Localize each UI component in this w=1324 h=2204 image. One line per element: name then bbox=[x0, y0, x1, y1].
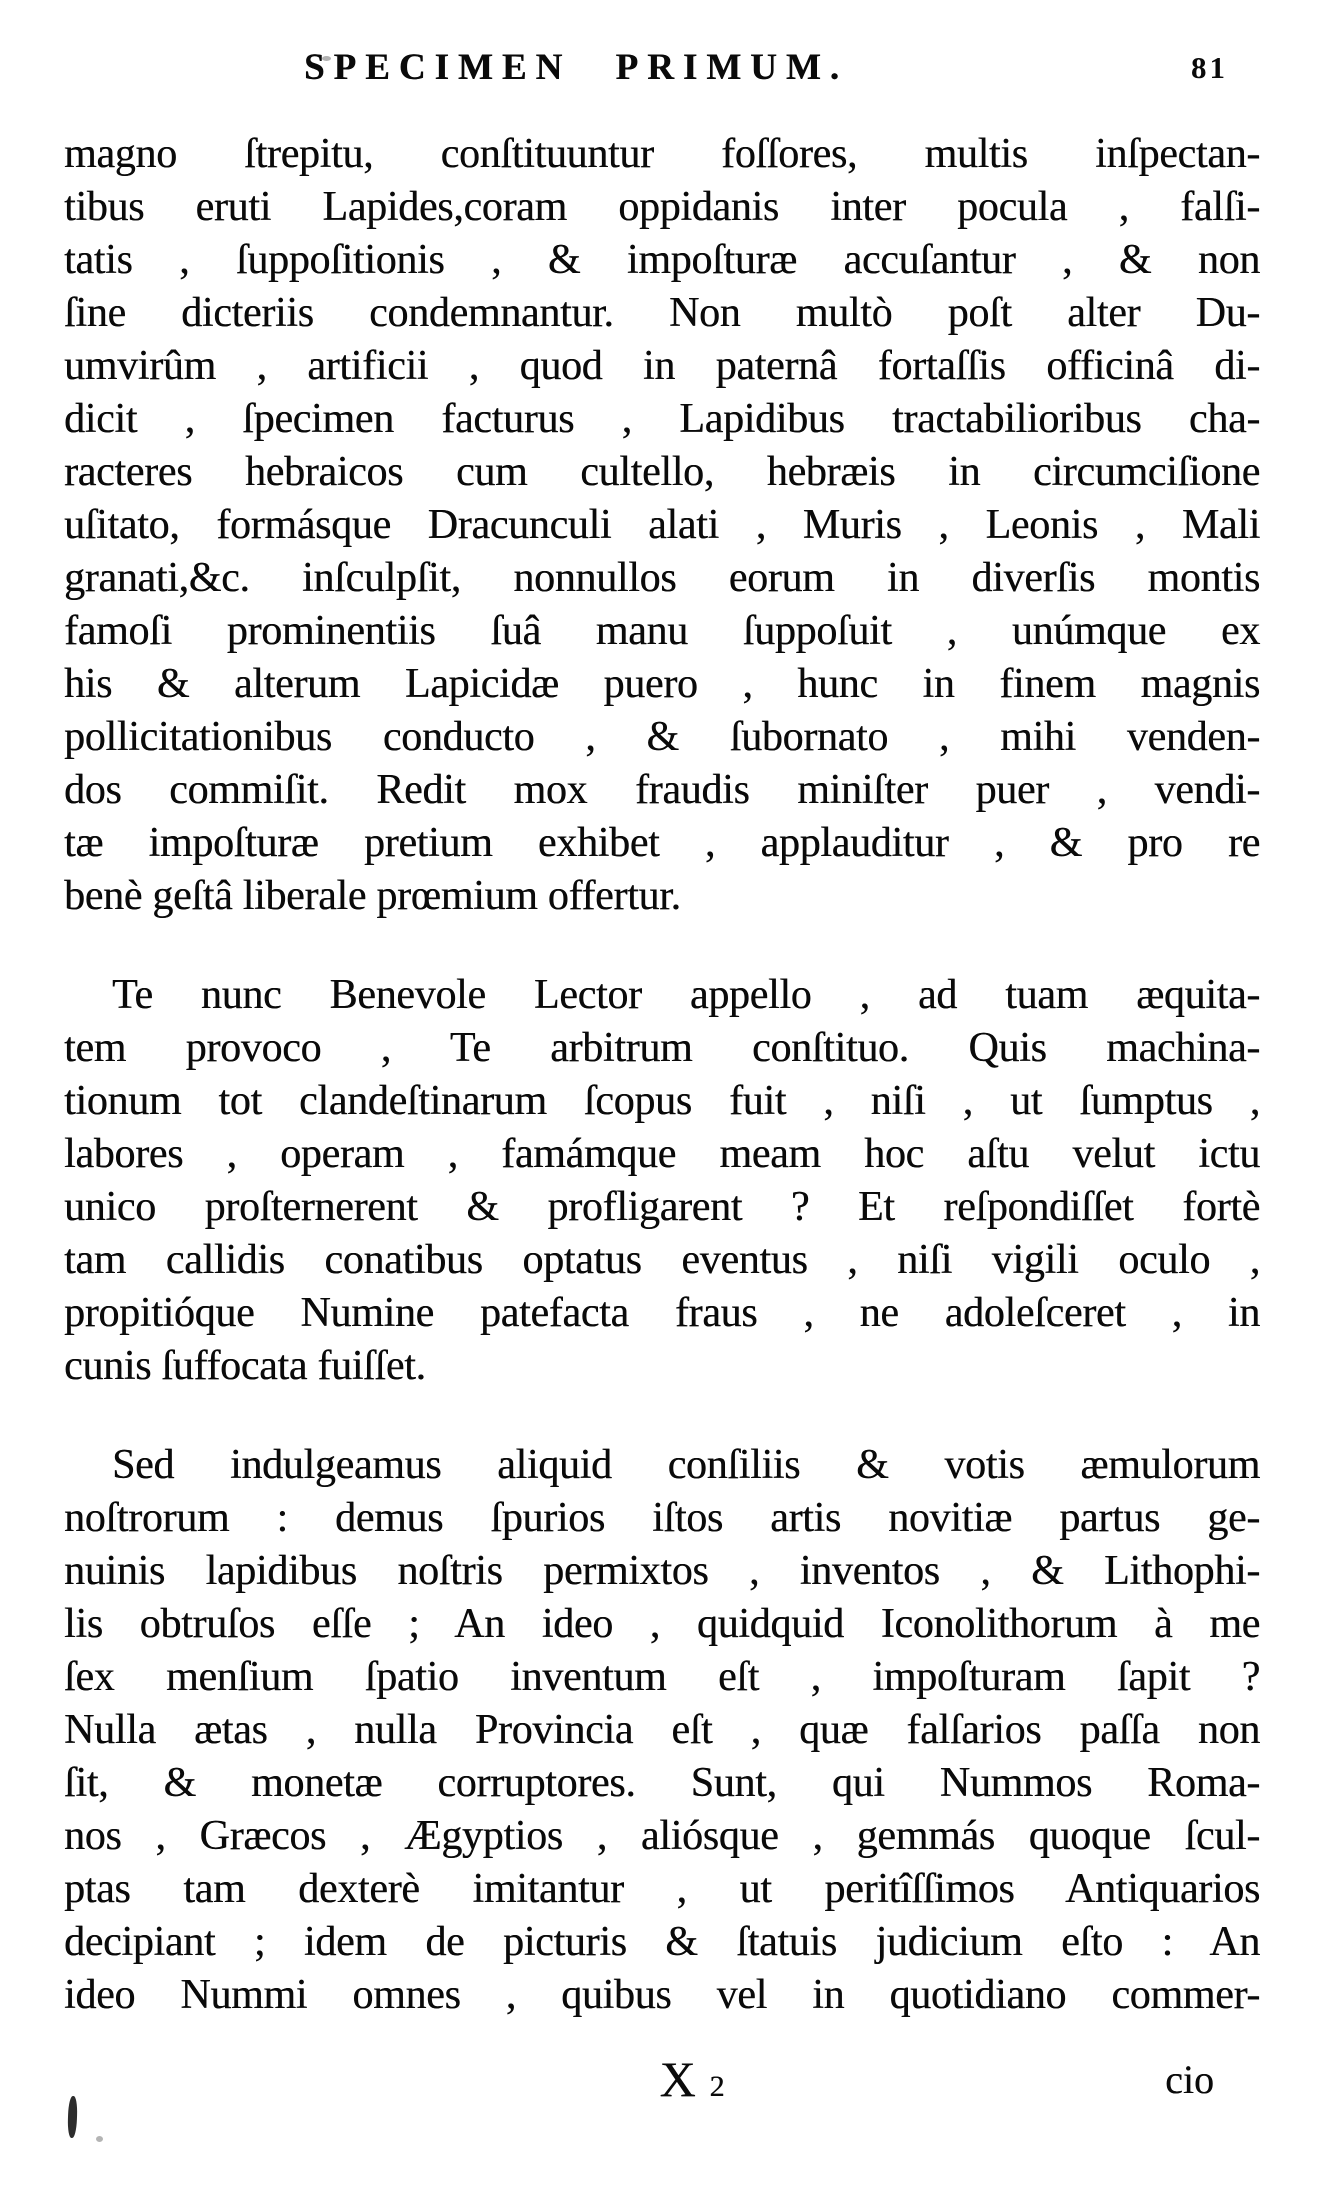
text-line: tæ impoſturæ pretium exhibet , applauditur , & pro re bbox=[64, 820, 1260, 866]
text-line: tibus eruti Lapides,coram oppidanis inter pocula , falſi- bbox=[64, 184, 1260, 230]
signature-mark: X bbox=[659, 2051, 696, 2107]
text-line: uſitato, formásque Dracunculi alati , Muris , Leonis , Mali bbox=[64, 502, 1260, 548]
text-line: cunis ſuffocata fuiſſet. bbox=[64, 1343, 426, 1389]
signature-number: 2 bbox=[709, 2070, 725, 2103]
text-line: propitióque Numine patefacta fraus , ne adoleſceret , in bbox=[64, 1290, 1260, 1336]
text-line: nuinis lapidibus noſtris permixtos , inventos , & Lithophi- bbox=[64, 1548, 1260, 1594]
text-line: lis obtruſos eſſe ; An ideo , quidquid Iconolithorum à me bbox=[64, 1601, 1260, 1647]
text-line: Nulla ætas , nulla Provincia eſt , quæ falſarios paſſa non bbox=[64, 1707, 1260, 1753]
text-line: ſine dicteriis condemnantur. Non multò poſt alter Du- bbox=[64, 290, 1260, 336]
paragraph bbox=[64, 128, 1260, 923]
text-line: pollicitationibus conducto , & ſubornato , mihi venden- bbox=[64, 714, 1260, 760]
page-number: 81 bbox=[1191, 50, 1228, 85]
text-body bbox=[64, 128, 1260, 2114]
text-line: granati,&c. inſculpſit, nonnullos eorum in diverſis montis bbox=[64, 555, 1260, 601]
text-line: unico proſternerent & profligarent ? Et reſpondiſſet fortè bbox=[64, 1184, 1260, 1230]
text-line: labores , operam , famámque meam hoc aſtu velut ictu bbox=[64, 1131, 1260, 1177]
text-line: nos , Græcos , Ægyptios , aliósque , gemmás quoque ſcul- bbox=[64, 1813, 1260, 1859]
text-line: ptas tam dexterè imitantur , ut peritîſſimos Antiquarios bbox=[64, 1866, 1260, 1912]
text-line: ideo Nummi omnes , quibus vel in quotidiano commer- bbox=[64, 1972, 1260, 2018]
text-line: famoſi prominentiis ſuâ manu ſuppoſuit , unúmque ex bbox=[64, 608, 1260, 654]
text-line: dicit , ſpecimen facturus , Lapidibus tractabilioribus cha- bbox=[64, 396, 1260, 442]
ink-mark bbox=[67, 2096, 77, 2138]
text-line: Sed indulgeamus aliquid conſiliis & votis æmulorum bbox=[112, 1442, 1260, 1488]
text-line: dos commiſit. Redit mox fraudis miniſter puer , vendi- bbox=[64, 767, 1260, 813]
text-line: umvirûm , artificii , quod in paternâ fortaſſis officinâ di- bbox=[64, 343, 1260, 389]
text-line: his & alterum Lapicidæ puero , hunc in finem magnis bbox=[64, 661, 1260, 707]
catchword: cio bbox=[1165, 2057, 1214, 2102]
text-line: noſtrorum : demus ſpurios iſtos artis novitiæ partus ge- bbox=[64, 1495, 1260, 1541]
text-line: tatis , ſuppoſitionis , & impoſturæ accuſantur , & non bbox=[64, 237, 1260, 283]
paragraph bbox=[64, 969, 1260, 1393]
text-line: racteres hebraicos cum cultello, hebræis in circumciſione bbox=[64, 449, 1260, 495]
ink-speck bbox=[96, 2136, 103, 2142]
text-line: benè geſtâ liberale prœmium offertur. bbox=[64, 873, 681, 919]
signature-group bbox=[659, 2050, 724, 2108]
ink-speck bbox=[322, 56, 331, 61]
text-line: ſit, & monetæ corruptores. Sunt, qui Nummos Roma- bbox=[64, 1760, 1260, 1806]
text-line: Te nunc Benevole Lector appello , ad tuam æquita- bbox=[112, 972, 1260, 1018]
page-header bbox=[0, 46, 1324, 106]
text-line: magno ſtrepitu, conſtituuntur foſſores, multis inſpectan- bbox=[64, 131, 1260, 177]
signature-line bbox=[64, 2050, 1260, 2114]
text-line: ſex menſium ſpatio inventum eſt , impoſturam ſapit ? bbox=[64, 1654, 1260, 1700]
paragraph bbox=[64, 1439, 1260, 2022]
text-line: tam callidis conatibus optatus eventus , niſi vigili oculo , bbox=[64, 1237, 1260, 1283]
text-line: tem provoco , Te arbitrum conſtituo. Quis machina- bbox=[64, 1025, 1260, 1071]
running-title: SPECIMEN PRIMUM. bbox=[303, 47, 849, 88]
text-line: tionum tot clandeſtinarum ſcopus fuit , niſi , ut ſumptus , bbox=[64, 1078, 1260, 1124]
text-line: decipiant ; idem de picturis & ſtatuis judicium eſto : An bbox=[64, 1919, 1260, 1965]
